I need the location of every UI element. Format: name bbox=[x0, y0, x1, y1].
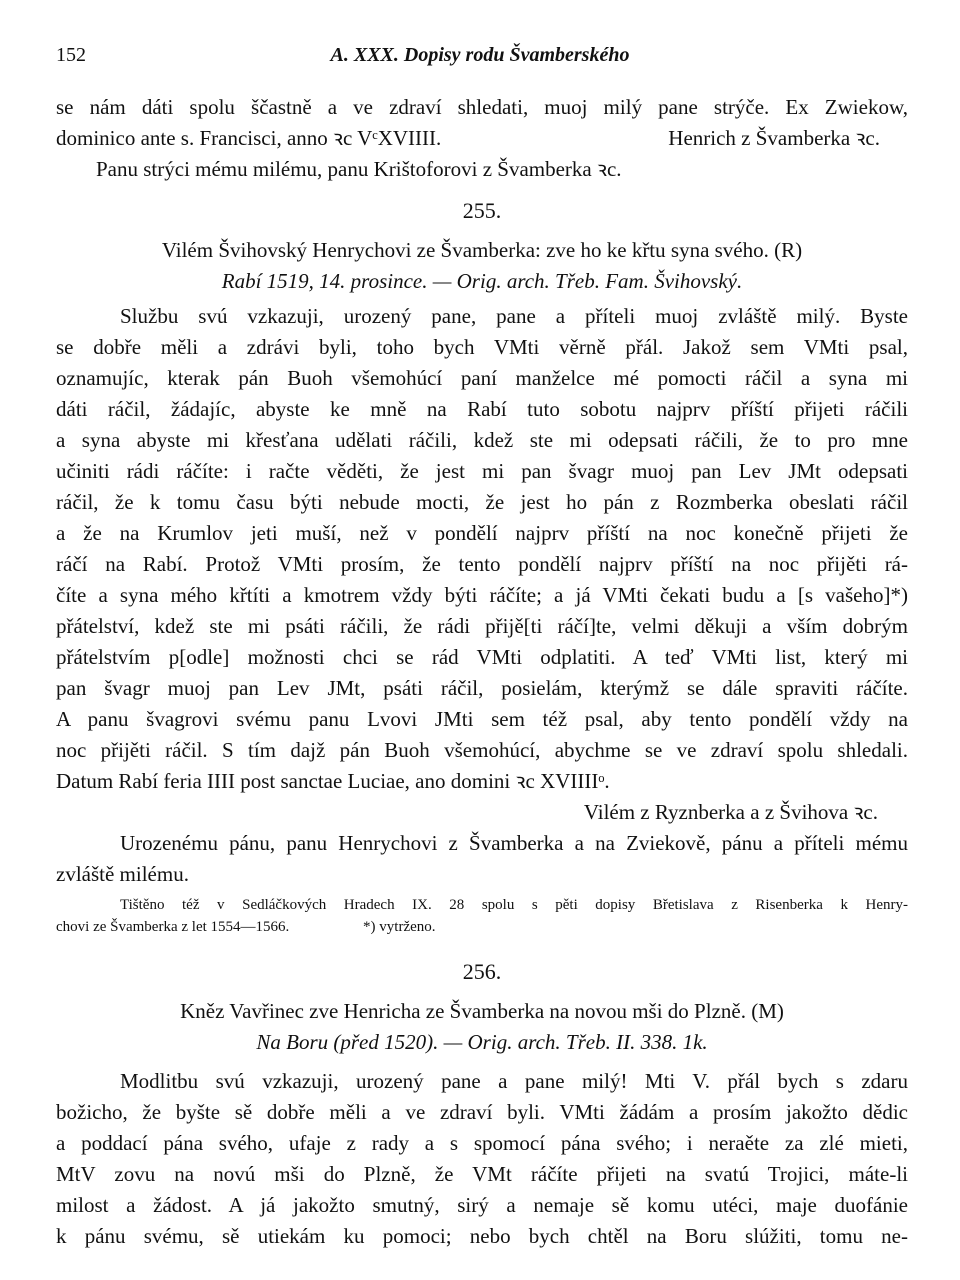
signature: Vilém z Ryznberka a z Švihova ꝛc. bbox=[583, 800, 878, 824]
text-line: Modlitbu svú vzkazuji, urozený pane a pane milý! Mti V. přál bych s zdaru bbox=[120, 1069, 908, 1093]
address-line: Urozenému pánu, panu Henrychovi z Švamberka a na Zviekově, pánu a příteli mému bbox=[120, 831, 908, 855]
text-line: ráčí na Rabí. Protož VMti prosím, že tento pondělí najprv příští na noc přijěti rá- bbox=[56, 552, 908, 576]
footnote-line bbox=[56, 916, 908, 938]
page-number: 152 bbox=[56, 44, 86, 66]
letter-source: Na Boru (před 1520). — Orig. arch. Třeb. II. 338. 1k. bbox=[256, 1030, 708, 1054]
text-line: božicho, že byšte sě dobře měli a ve zdraví byli. VMti žádám a prosím jakožto dědic bbox=[56, 1100, 908, 1124]
signature: Henrich z Švamberka ꝛc. bbox=[668, 126, 880, 150]
text-line: MtV zovu na novú mši do Plzně, že VMt ráčíte přijeti na svatú Trojici, máte-li bbox=[56, 1162, 908, 1186]
text-line: a že na Krumlov jeti muší, než v pondělí najprv příští na noc konečně přijeti že bbox=[56, 521, 908, 545]
running-title: A. XXX. Dopisy rodu Švamberského bbox=[330, 44, 630, 66]
page-header bbox=[56, 40, 904, 74]
text-line: Datum Rabí feria IIII post sanctae Luciae, ano domini ꝛc XVIIIIᵒ. bbox=[56, 769, 610, 793]
text-line: oznamujíc, kterak pán Buoh všemohúcí paní manželce mé pomocti ráčil a syna mi bbox=[56, 366, 908, 390]
text-line: přátelství, kdež ste mi psáti ráčili, že rádi přijě[ti ráčí]te, velmi děkuji a vším dobrým bbox=[56, 614, 908, 638]
letter-number: 256. bbox=[462, 959, 502, 984]
text-line: učiniti rádi ráčíte: i račte věděti, že jest mi pan švagr muoj pan Lev JMt odepsati bbox=[56, 459, 908, 483]
address-line: zvláště milému. bbox=[56, 862, 189, 886]
text-line-with-signature bbox=[56, 123, 908, 154]
letter-number: 255. bbox=[462, 198, 502, 223]
text-line: noc přijěti ráčil. S tím dajž pán Buoh všemohúcí, abychme se ve zdraví spolu shledali. bbox=[56, 738, 908, 762]
text-line: přátelstvím p[odle] možnosti chci se rád VMti odplatiti. A teď VMti list, který mi bbox=[56, 645, 908, 669]
text-line: a poddací pána svého, ufaje z rady a s spomocí pána svého; i neraěte za zlé mieti, bbox=[56, 1131, 908, 1155]
footnote-line: Tištěno též v Sedláčkových Hradech IX. 28 spolu s pěti dopisy Břetislava z Risenberka k Henry- bbox=[120, 897, 908, 913]
footnote-text: chovi ze Švamberka z let 1554—1566. bbox=[56, 919, 290, 935]
text-line: k pánu svému, sě utiekám ku pomoci; nebo bych chtěl na Boru slúžiti, tomu ne- bbox=[56, 1224, 908, 1248]
text-line: pan švagr muoj pan Lev JMt, psáti ráčil, posielám, kterýmž se dále spraviti ráčíte. bbox=[56, 676, 908, 700]
letter-source: Rabí 1519, 14. prosince. — Orig. arch. Třeb. Fam. Švihovský. bbox=[221, 269, 743, 293]
text-line: ráčil, že k tomu času býti nebude mocti, že jest ho pán z Rozmberka obeslati ráčil bbox=[56, 490, 908, 514]
dating: dominico ante s. Francisci, anno ꝛc VᶜXVIIII. bbox=[56, 126, 442, 150]
text-line: číte a syna mého křtíti a kmotrem vždy býti ráčíte; a já VMti čekati budu a [s vašeho]*) bbox=[56, 583, 908, 607]
page-body bbox=[56, 92, 908, 1252]
text-line: dáti ráčil, žádajíc, abyste ke mně na Rabí tuto sobotu najprv příští přijeti ráčili bbox=[56, 397, 908, 421]
text-line: a syna abyste mi křesťana udělati ráčili, kdež ste mi odepsati ráčili, že to pro mne bbox=[56, 428, 908, 452]
footnote-mark: *) vytrženo. bbox=[363, 919, 436, 935]
text-line: A panu švagrovi svému panu Lvovi JMti sem též psal, aby tento pondělí vždy na bbox=[56, 707, 908, 731]
address-line: Panu strýci mému milému, panu Krištoforovi z Švamberka ꝛc. bbox=[96, 157, 622, 181]
text-line: Službu svú vzkazuji, urozený pane, pane a příteli muoj zvláště milý. Byste bbox=[120, 304, 908, 328]
letter-heading: Kněz Vavřinec zve Henricha ze Švamberka na novou mši do Plzně. (M) bbox=[180, 999, 784, 1023]
text-line: se nám dáti spolu ščastně a ve zdraví shledati, muoj milý pane strýče. Ex Zwiekow, bbox=[56, 95, 908, 119]
text-line: milost a žádost. A já jakožto smutný, sirý a nemaje sě komu utéci, maje duofánie bbox=[56, 1193, 908, 1217]
text-line: se dobře měli a zdrávi byli, toho bych VMti věrně přál. Jakož sem VMti psal, bbox=[56, 335, 908, 359]
letter-heading: Vilém Švihovský Henrychovi ze Švamberka: zve ho ke křtu syna svého. (R) bbox=[161, 238, 803, 262]
